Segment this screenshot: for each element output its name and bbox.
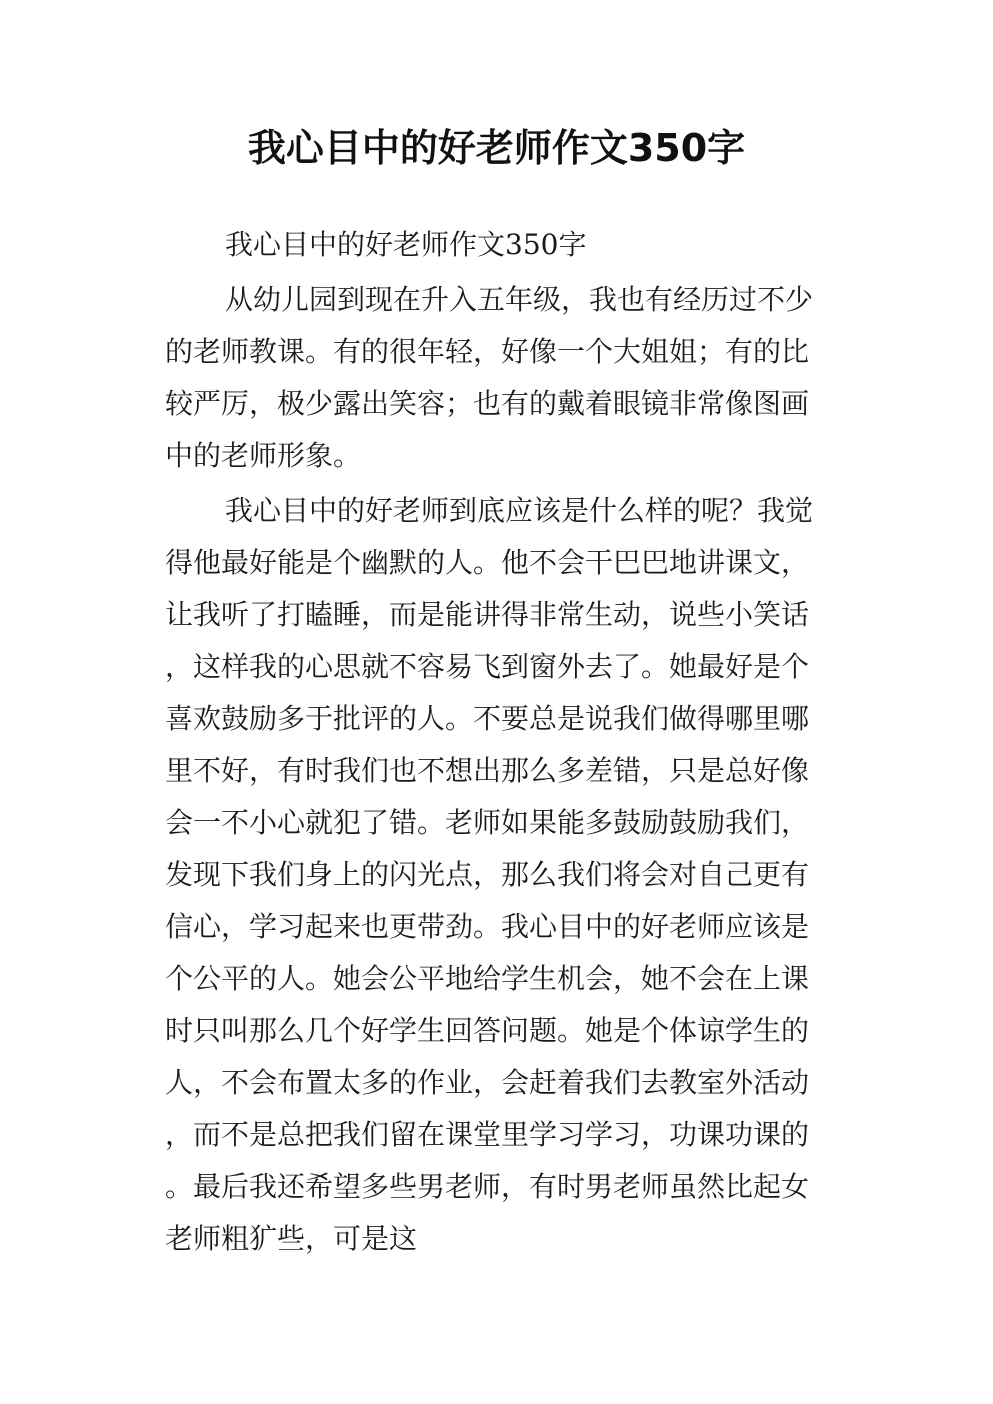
document-body [165, 219, 827, 1268]
body-paragraph-2: 我心目中的好老师到底应该是什么样的呢？我觉得他最好能是个幽默的人。他不会干巴巴地讲课文，让我听了打瞌睡，而是能讲得非常生动，说些小笑话，这样我的心思就不容易飞到窗外去了。她最好是个喜欢鼓励多于批评的人。不要总是说我们做得哪里哪里不好，有时我们也不想出那么多差错，只是总好像会一不小心就犯了错。老师如果能多鼓励鼓励我们，发现下我们身上的闪光点，那么我们将会对自己更有信心，学习起来也更带劲。我心目中的好老师应该是个公平的人。她会公平地给学生机会，她不会在上课时只叫那么几个好学生回答问题。她是个体谅学生的人，不会布置太多的作业，会赶着我们去教室外活动，而不是总把我们留在课堂里学习学习，功课功课的。最后我还希望多些男老师，有时男老师虽然比起女老师粗犷些，可是这 [165, 494, 814, 1255]
body-paragraph-1: 从幼儿园到现在升入五年级，我也有经历过不少的老师教课。有的很年轻，好像一个大姐姐；有的比较严厉，极少露出笑容；也有的戴着眼镜非常像图画中的老师形象。 [165, 283, 814, 472]
document-title: 我心目中的好老师作文350字 [247, 126, 746, 170]
body-subtitle: 我心目中的好老师作文350字 [225, 228, 587, 261]
